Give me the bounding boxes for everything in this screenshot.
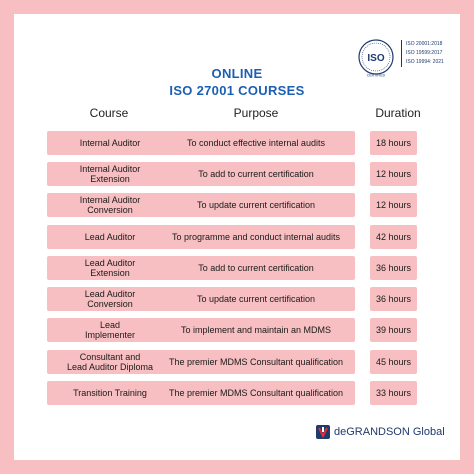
duration-cell: 36 hours <box>370 287 417 311</box>
table-row <box>14 256 460 282</box>
table-row <box>14 131 460 157</box>
table-row <box>14 193 460 219</box>
duration-cell: 45 hours <box>370 350 417 374</box>
duration-cell: 33 hours <box>370 381 417 405</box>
column-header-purpose: Purpose <box>233 106 279 120</box>
heading-courses: ISO 27001 COURSES <box>169 83 305 98</box>
iso-seal-text: ISO <box>367 53 385 64</box>
table-row <box>14 381 460 407</box>
purpose-cell: To add to current certification <box>157 256 355 280</box>
heading-online: ONLINE <box>211 66 263 81</box>
iso-standard-1: ISO 20001:2018 <box>406 41 443 47</box>
degrandson-logo-icon <box>316 425 330 439</box>
iso-standard-2: ISO 19599:2017 <box>406 50 443 56</box>
column-header-course: Course <box>89 106 129 120</box>
duration-cell: 36 hours <box>370 256 417 280</box>
table-row <box>14 350 460 376</box>
course-cell: Transition Training <box>47 381 173 405</box>
course-cell: Lead Auditor Extension <box>47 256 173 280</box>
duration-cell: 12 hours <box>370 193 417 217</box>
duration-cell: 12 hours <box>370 162 417 186</box>
purpose-cell: To conduct effective internal audits <box>157 131 355 155</box>
duration-cell: 18 hours <box>370 131 417 155</box>
iso-seal-subtext: CERTIFIED <box>366 73 386 78</box>
table-row <box>14 287 460 313</box>
purpose-cell: To implement and maintain an MDMS <box>157 318 355 342</box>
table-row <box>14 225 460 251</box>
purpose-cell: To update current certification <box>157 287 355 311</box>
table-row <box>14 162 460 188</box>
course-cell: Consultant and Lead Auditor Diploma <box>47 350 173 374</box>
duration-cell: 39 hours <box>370 318 417 342</box>
course-cell: Internal Auditor Extension <box>47 162 173 186</box>
purpose-cell: The premier MDMS Consultant qualification <box>157 381 355 405</box>
course-cell: Internal Auditor <box>47 131 173 155</box>
table-row <box>14 318 460 344</box>
purpose-cell: To add to current certification <box>157 162 355 186</box>
course-cell: Internal Auditor Conversion <box>47 193 173 217</box>
iso-standard-3: ISO 19994: 2021 <box>406 59 444 65</box>
brand-name: deGRANDSON Global <box>334 426 445 438</box>
purpose-cell: The premier MDMS Consultant qualification <box>157 350 355 374</box>
purpose-cell: To update current certification <box>157 193 355 217</box>
footer-brand <box>316 424 445 440</box>
course-cell: Lead Implementer <box>47 318 173 342</box>
purpose-cell: To programme and conduct internal audits <box>157 225 355 249</box>
course-cell: Lead Auditor <box>47 225 173 249</box>
course-cell: Lead Auditor Conversion <box>47 287 173 311</box>
courses-card <box>14 14 460 460</box>
iso-standards-list <box>401 40 462 67</box>
column-header-duration: Duration <box>375 106 421 120</box>
duration-cell: 42 hours <box>370 225 417 249</box>
